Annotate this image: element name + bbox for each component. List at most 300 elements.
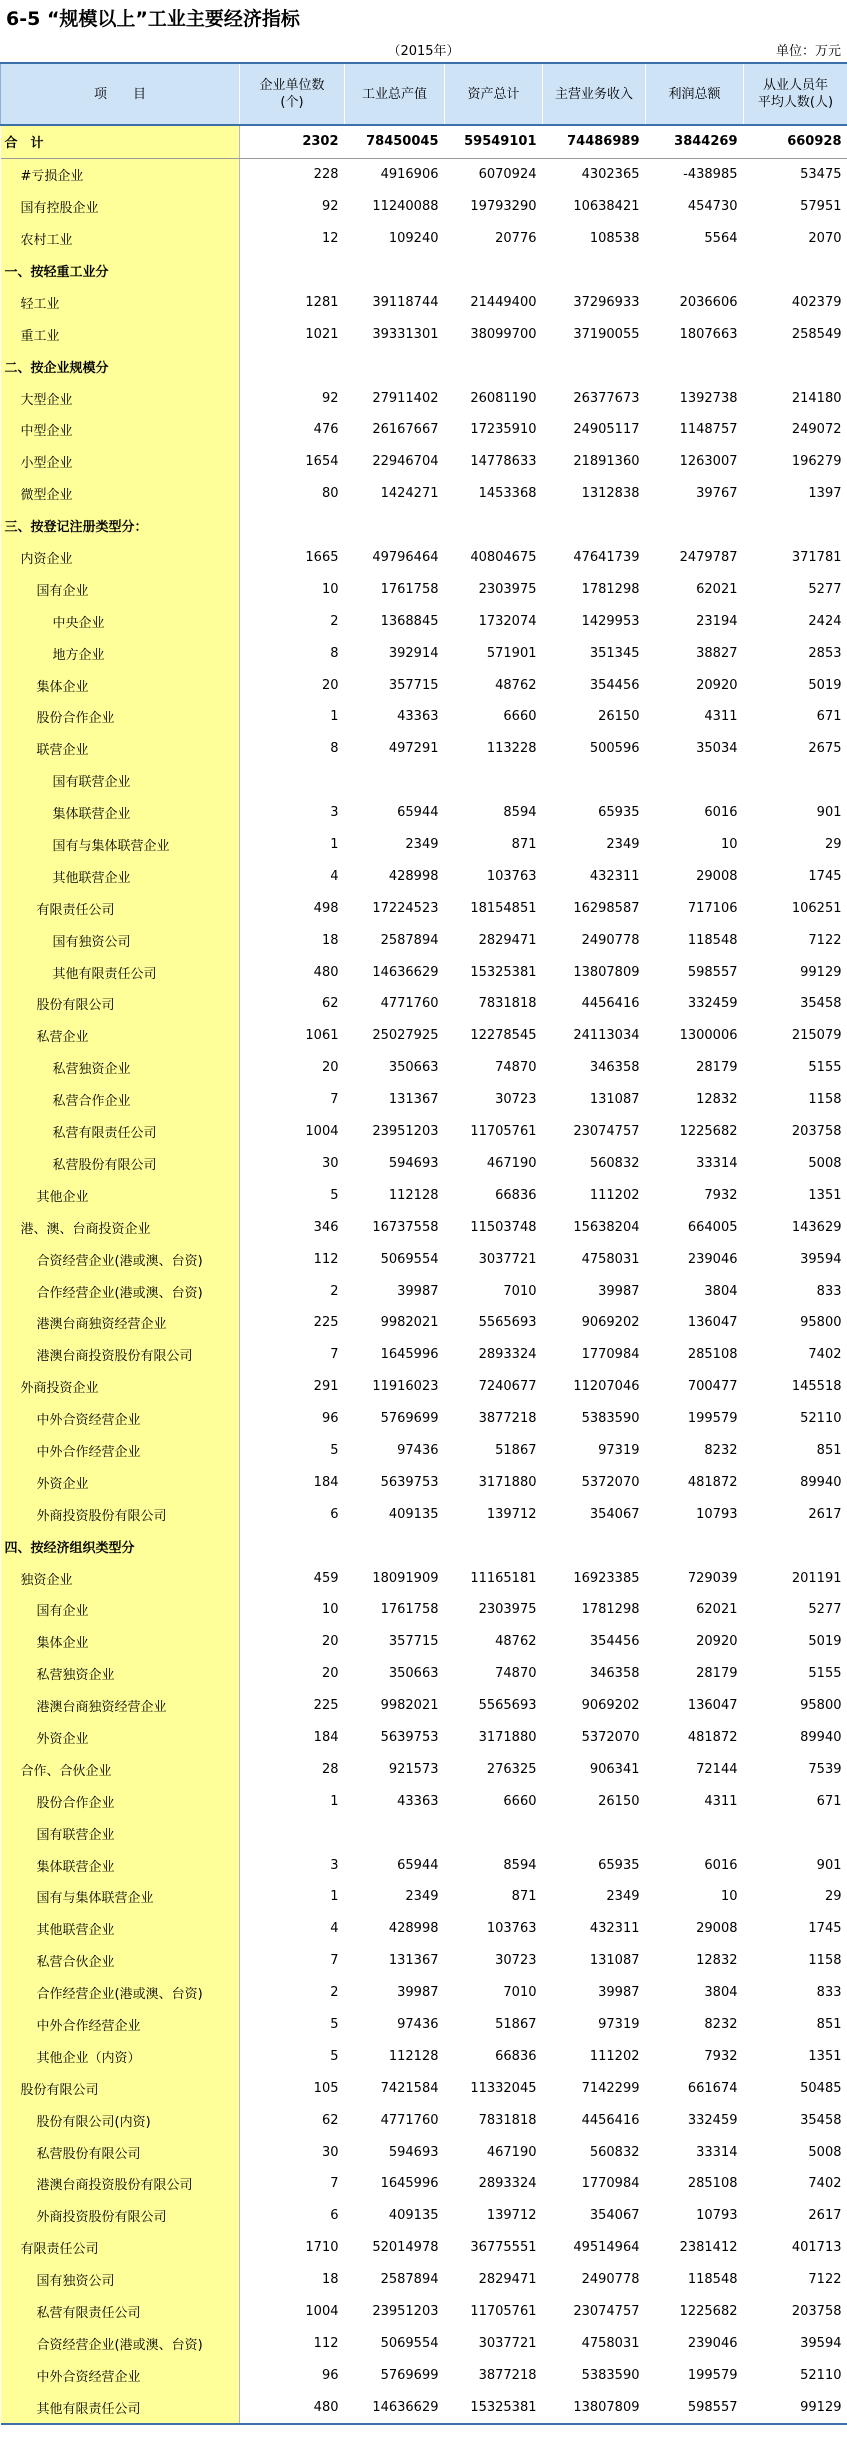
total-assets-cell bbox=[445, 765, 543, 797]
total-profit-cell: 12832 bbox=[696, 1953, 738, 1969]
gross-output-cell: 11916023 bbox=[372, 1379, 439, 1395]
row-label: 港澳台商投资股份有限公司 bbox=[1, 1339, 240, 1371]
total-assets-cell: 7010 bbox=[503, 1283, 537, 1299]
row-label: 中型企业 bbox=[1, 414, 240, 446]
avg-employees-cell: 901 bbox=[816, 1857, 842, 1873]
main-revenue-cell: 111202 bbox=[589, 1187, 640, 1203]
total-assets-cell: 26081190 bbox=[470, 390, 537, 406]
total-assets-cell: 467190 bbox=[486, 1155, 537, 1171]
row-label: 国有联营企业 bbox=[1, 765, 240, 797]
main-revenue-cell: 24905117 bbox=[573, 422, 640, 438]
row-label: 港澳台商投资股份有限公司 bbox=[1, 2168, 240, 2200]
gross-output-cell: 1645996 bbox=[380, 2176, 439, 2192]
enterprise-count-cell: 480 bbox=[313, 964, 339, 980]
total-assets-cell: 30723 bbox=[495, 1953, 537, 1969]
total-profit-cell: 332459 bbox=[687, 2112, 738, 2128]
gross-output-cell bbox=[345, 510, 445, 542]
enterprise-count-cell: 20 bbox=[321, 1666, 339, 1682]
row-label: 其他联营企业 bbox=[1, 860, 240, 892]
table-body bbox=[1, 125, 847, 2424]
total-assets-cell: 2829471 bbox=[478, 932, 537, 948]
avg-employees-cell: 99129 bbox=[800, 964, 842, 980]
enterprise-count-cell bbox=[240, 1530, 345, 1562]
total-assets-cell: 7831818 bbox=[478, 2112, 537, 2128]
table-row bbox=[1, 1849, 847, 1881]
main-revenue-cell: 1770984 bbox=[581, 2176, 640, 2192]
avg-employees-cell bbox=[744, 765, 847, 797]
enterprise-count-cell: 18 bbox=[321, 2272, 339, 2288]
total-assets-cell: 66836 bbox=[495, 2048, 537, 2064]
total-assets-cell: 2303975 bbox=[478, 1602, 537, 1618]
gross-output-cell: 4771760 bbox=[380, 2112, 439, 2128]
total-profit-cell: 239046 bbox=[687, 1251, 738, 1267]
gross-output-cell: 1761758 bbox=[380, 581, 439, 597]
enterprise-count-cell: 8 bbox=[330, 741, 339, 757]
main-revenue-cell: 2490778 bbox=[581, 932, 640, 948]
total-profit-cell: 118548 bbox=[687, 2272, 738, 2288]
total-profit-cell: 29008 bbox=[696, 1921, 738, 1937]
main-revenue-cell: 23074757 bbox=[573, 2304, 640, 2319]
avg-employees-cell: 99129 bbox=[744, 2391, 847, 2424]
total-profit-cell: 28179 bbox=[696, 1060, 738, 1076]
table-row bbox=[1, 542, 847, 574]
table-row bbox=[1, 2040, 847, 2072]
main-revenue-cell: 24113034 bbox=[573, 1028, 640, 1044]
total-assets-cell bbox=[445, 350, 543, 382]
total-profit-cell: 199579 bbox=[687, 2367, 738, 2383]
total-assets-cell: 74870 bbox=[495, 1666, 537, 1682]
main-revenue-cell: 23074757 bbox=[573, 1124, 640, 1140]
row-label: 合资经营企业(港或澳、台资) bbox=[1, 2327, 240, 2359]
row-label: 私营合作企业 bbox=[1, 1084, 240, 1116]
gross-output-cell: 5639753 bbox=[380, 1729, 439, 1745]
enterprise-count-cell: 2 bbox=[330, 1283, 339, 1299]
gross-output-cell: 2587894 bbox=[380, 932, 439, 948]
table-row bbox=[1, 1722, 847, 1754]
total-profit-cell: 2036606 bbox=[679, 294, 738, 310]
main-revenue-cell: 26150 bbox=[598, 709, 640, 725]
enterprise-count-cell: 62 bbox=[321, 996, 339, 1012]
gross-output-cell: 350663 bbox=[388, 1060, 439, 1076]
total-assets-cell: 11705761 bbox=[470, 1124, 537, 1140]
table-row bbox=[1, 223, 847, 255]
row-label: 外资企业 bbox=[1, 1722, 240, 1754]
row-label: 合作、合伙企业 bbox=[1, 1753, 240, 1785]
total-assets-cell: 59549101 bbox=[445, 125, 543, 158]
table-header-row bbox=[1, 63, 847, 125]
enterprise-count-cell: 1654 bbox=[305, 454, 339, 470]
total-profit-cell: 3804 bbox=[704, 1985, 738, 2001]
gross-output-cell: 2349 bbox=[405, 1889, 439, 1905]
main-revenue-cell: 16923385 bbox=[573, 1570, 640, 1586]
row-label: 内资企业 bbox=[1, 542, 240, 574]
table-row bbox=[1, 988, 847, 1020]
row-label: 私营有限责任公司 bbox=[1, 1116, 240, 1148]
avg-employees-cell: 5277 bbox=[808, 1602, 842, 1618]
total-profit-cell: 23194 bbox=[696, 613, 738, 629]
table-row bbox=[1, 1562, 847, 1594]
table-row bbox=[1, 2200, 847, 2232]
total-profit-cell: 4311 bbox=[704, 709, 738, 725]
enterprise-count-cell: 1665 bbox=[305, 550, 339, 566]
row-label: 私营股份有限公司 bbox=[1, 1148, 240, 1180]
main-revenue-cell: 354456 bbox=[589, 677, 640, 693]
total-profit-cell: 1148757 bbox=[679, 422, 738, 438]
main-revenue-cell: 351345 bbox=[589, 645, 640, 661]
avg-employees-cell: 2070 bbox=[808, 231, 842, 247]
table-row bbox=[1, 1658, 847, 1690]
row-label: 合作经营企业(港或澳、台资) bbox=[1, 1275, 240, 1307]
enterprise-count-cell: 5 bbox=[330, 2048, 339, 2064]
enterprise-count-cell: 476 bbox=[313, 422, 339, 438]
enterprise-count-cell: 12 bbox=[321, 231, 339, 247]
table-row bbox=[1, 2296, 847, 2328]
row-label: 中外合资经营企业 bbox=[1, 1403, 240, 1435]
avg-employees-cell: 5019 bbox=[808, 1634, 842, 1650]
total-profit-cell bbox=[646, 765, 744, 797]
avg-employees-cell: 5019 bbox=[808, 677, 842, 693]
row-label: 港澳台商独资经营企业 bbox=[1, 1690, 240, 1722]
main-revenue-cell: 346358 bbox=[589, 1060, 640, 1076]
enterprise-count-cell: 8 bbox=[330, 645, 339, 661]
enterprise-count-cell: 6 bbox=[330, 1506, 339, 1522]
table-row bbox=[1, 956, 847, 988]
table-row bbox=[1, 510, 847, 542]
row-label: 国有联营企业 bbox=[1, 1817, 240, 1849]
gross-output-cell: 594693 bbox=[388, 1155, 439, 1171]
indicator-table bbox=[0, 62, 847, 2425]
table-row bbox=[1, 1626, 847, 1658]
enterprise-count-cell: 1 bbox=[330, 837, 339, 853]
table-row bbox=[1, 1084, 847, 1116]
total-profit-cell: 6016 bbox=[704, 805, 738, 821]
main-revenue-cell: 9069202 bbox=[581, 1315, 640, 1331]
table-row bbox=[1, 1403, 847, 1435]
gross-output-cell: 17224523 bbox=[372, 900, 439, 916]
main-revenue-cell: 39987 bbox=[598, 1985, 640, 2001]
row-label: 中外合资经营企业 bbox=[1, 2359, 240, 2391]
total-profit-cell: 10 bbox=[720, 837, 738, 853]
avg-employees-cell bbox=[744, 255, 847, 287]
total-profit-cell: 35034 bbox=[696, 741, 738, 757]
row-label: 中外合作经营企业 bbox=[1, 1435, 240, 1467]
table-row bbox=[1, 1339, 847, 1371]
total-assets-cell: 11332045 bbox=[470, 2080, 537, 2096]
avg-employees-cell: 29 bbox=[824, 1889, 842, 1905]
avg-employees-cell: 89940 bbox=[800, 1729, 842, 1745]
row-label: 集体联营企业 bbox=[1, 797, 240, 829]
total-assets-cell: 74870 bbox=[495, 1060, 537, 1076]
enterprise-count-cell: 184 bbox=[313, 1474, 339, 1490]
enterprise-count-cell: 92 bbox=[321, 390, 339, 406]
table-row bbox=[1, 2168, 847, 2200]
avg-employees-cell: 2617 bbox=[808, 2208, 842, 2224]
gross-output-cell: 1424271 bbox=[380, 486, 439, 502]
total-profit-cell: 332459 bbox=[687, 996, 738, 1012]
table-row bbox=[1, 1275, 847, 1307]
total-profit-cell: 7932 bbox=[704, 2048, 738, 2064]
gross-output-cell: 52014978 bbox=[372, 2240, 439, 2256]
table-row bbox=[1, 2327, 847, 2359]
gross-output-cell: 97436 bbox=[397, 2016, 439, 2032]
avg-employees-cell: 196279 bbox=[791, 454, 842, 470]
avg-employees-cell: 5155 bbox=[808, 1666, 842, 1682]
total-assets-cell: 7010 bbox=[503, 1985, 537, 2001]
gross-output-cell: 97436 bbox=[397, 1442, 439, 1458]
table-row bbox=[1, 318, 847, 350]
avg-employees-cell: 1351 bbox=[808, 1187, 842, 1203]
avg-employees-cell: 106251 bbox=[791, 900, 842, 916]
avg-employees-cell: 1351 bbox=[808, 2048, 842, 2064]
table-row bbox=[1, 478, 847, 510]
total-profit-cell: 481872 bbox=[687, 1474, 738, 1490]
total-profit-cell: 239046 bbox=[687, 2335, 738, 2351]
avg-employees-cell: 2617 bbox=[808, 1506, 842, 1522]
enterprise-count-cell bbox=[240, 1817, 345, 1849]
main-revenue-cell: 13807809 bbox=[543, 2391, 646, 2424]
enterprise-count-cell: 96 bbox=[321, 2367, 339, 2383]
table-row bbox=[1, 1020, 847, 1052]
total-assets-cell: 5565693 bbox=[478, 1698, 537, 1714]
row-label: 农村工业 bbox=[1, 223, 240, 255]
table-row bbox=[1, 605, 847, 637]
gross-output-cell: 25027925 bbox=[372, 1028, 439, 1044]
total-profit-cell: 38827 bbox=[696, 645, 738, 661]
avg-employees-cell: 52110 bbox=[800, 1411, 842, 1427]
enterprise-count-cell: 184 bbox=[313, 1729, 339, 1745]
table-row bbox=[1, 2136, 847, 2168]
total-profit-cell: 1225682 bbox=[679, 1124, 738, 1140]
main-revenue-cell: 39987 bbox=[598, 1283, 640, 1299]
total-profit-cell: 717106 bbox=[687, 900, 738, 916]
gross-output-cell: 1645996 bbox=[380, 1347, 439, 1363]
main-revenue-cell: 354067 bbox=[589, 2208, 640, 2224]
row-label: 合作经营企业(港或澳、台资) bbox=[1, 1977, 240, 2009]
row-label: 国有企业 bbox=[1, 573, 240, 605]
row-label: 小型企业 bbox=[1, 446, 240, 478]
gross-output-cell: 39118744 bbox=[372, 294, 439, 310]
avg-employees-cell: 7122 bbox=[808, 932, 842, 948]
total-assets-cell: 14778633 bbox=[470, 454, 537, 470]
total-assets-cell: 6070924 bbox=[478, 167, 537, 183]
table-row bbox=[1, 1148, 847, 1180]
enterprise-count-cell: 291 bbox=[313, 1379, 339, 1395]
gross-output-cell: 26167667 bbox=[372, 422, 439, 438]
enterprise-count-cell: 18 bbox=[321, 932, 339, 948]
main-revenue-cell: 1312838 bbox=[581, 486, 640, 502]
row-label: 私营股份有限公司 bbox=[1, 2136, 240, 2168]
gross-output-cell: 39987 bbox=[397, 1283, 439, 1299]
table-row bbox=[1, 2264, 847, 2296]
total-profit-cell: 1225682 bbox=[679, 2304, 738, 2319]
enterprise-count-cell: 1061 bbox=[305, 1028, 339, 1044]
gross-output-cell: 14636629 bbox=[372, 964, 439, 980]
row-label: 股份有限公司 bbox=[1, 2072, 240, 2104]
main-revenue-cell: 5383590 bbox=[581, 2367, 640, 2383]
avg-employees-cell: 215079 bbox=[791, 1028, 842, 1044]
total-profit-cell: 729039 bbox=[687, 1570, 738, 1586]
total-profit-cell: 454730 bbox=[687, 199, 738, 215]
header-main-revenue: 主营业务收入 bbox=[543, 63, 646, 125]
avg-employees-cell: 50485 bbox=[800, 2080, 842, 2096]
avg-employees-cell: 52110 bbox=[800, 2367, 842, 2383]
main-revenue-cell: 2490778 bbox=[581, 2272, 640, 2288]
enterprise-count-cell: 20 bbox=[321, 677, 339, 693]
total-assets-cell: 113228 bbox=[486, 741, 537, 757]
avg-employees-cell: 35458 bbox=[800, 996, 842, 1012]
total-assets-cell: 11165181 bbox=[470, 1570, 537, 1586]
row-label: 其他有限责任公司 bbox=[1, 2391, 240, 2424]
enterprise-count-cell: 28 bbox=[321, 1761, 339, 1777]
main-revenue-cell bbox=[543, 350, 646, 382]
main-revenue-cell bbox=[543, 510, 646, 542]
table-row bbox=[1, 2009, 847, 2041]
total-assets-cell: 7831818 bbox=[478, 996, 537, 1012]
row-label: 三、按登记注册类型分： bbox=[1, 510, 240, 542]
gross-output-cell bbox=[345, 350, 445, 382]
row-label: 私营企业 bbox=[1, 1020, 240, 1052]
avg-employees-cell: 1397 bbox=[808, 486, 842, 502]
gross-output-cell: 112128 bbox=[388, 2048, 439, 2064]
total-profit-cell: 20920 bbox=[696, 1634, 738, 1650]
table-row bbox=[1, 1690, 847, 1722]
total-assets-cell: 276325 bbox=[486, 1761, 537, 1777]
main-revenue-cell: 1781298 bbox=[581, 1602, 640, 1618]
total-assets-cell: 1732074 bbox=[478, 613, 537, 629]
enterprise-count-cell: 2 bbox=[330, 1985, 339, 2001]
row-label: 一、按轻重工业分 bbox=[1, 255, 240, 287]
total-profit-cell: 10 bbox=[720, 1889, 738, 1905]
gross-output-cell: 131367 bbox=[388, 1953, 439, 1969]
total-assets-cell: 871 bbox=[511, 837, 537, 853]
total-assets-cell bbox=[445, 255, 543, 287]
table-row bbox=[1, 1243, 847, 1275]
row-label: 中外合作经营企业 bbox=[1, 2009, 240, 2041]
total-profit-cell: 62021 bbox=[696, 1602, 738, 1618]
row-label: 股份合作企业 bbox=[1, 701, 240, 733]
avg-employees-cell: 1158 bbox=[808, 1092, 842, 1108]
total-profit-cell: 29008 bbox=[696, 868, 738, 884]
gross-output-cell: 9982021 bbox=[380, 1315, 439, 1331]
main-revenue-cell: 5372070 bbox=[581, 1474, 640, 1490]
enterprise-count-cell: 1710 bbox=[305, 2240, 339, 2256]
gross-output-cell: 4916906 bbox=[380, 167, 439, 183]
total-profit-cell bbox=[646, 255, 744, 287]
total-profit-cell: 8232 bbox=[704, 2016, 738, 2032]
table-row bbox=[1, 924, 847, 956]
row-label: 四、按经济组织类型分 bbox=[1, 1530, 240, 1562]
avg-employees-cell: 401713 bbox=[791, 2240, 842, 2256]
row-label: 国有独资公司 bbox=[1, 2264, 240, 2296]
avg-employees-cell: 89940 bbox=[800, 1474, 842, 1490]
table-row bbox=[1, 414, 847, 446]
main-revenue-cell: 26377673 bbox=[573, 390, 640, 406]
total-assets-cell: 7240677 bbox=[478, 1379, 537, 1395]
avg-employees-cell: 901 bbox=[816, 805, 842, 821]
main-revenue-cell: 4302365 bbox=[581, 167, 640, 183]
enterprise-count-cell: 20 bbox=[321, 1634, 339, 1650]
gross-output-cell: 5069554 bbox=[380, 2335, 439, 2351]
row-label: 中央企业 bbox=[1, 605, 240, 637]
enterprise-count-cell: 4 bbox=[330, 1921, 339, 1937]
total-assets-cell: 15325381 bbox=[445, 2391, 543, 2424]
enterprise-count-cell: 62 bbox=[321, 2112, 339, 2128]
total-assets-cell: 103763 bbox=[486, 868, 537, 884]
enterprise-count-cell: 80 bbox=[321, 486, 339, 502]
total-profit-cell: 10793 bbox=[696, 2208, 738, 2224]
gross-output-cell: 4771760 bbox=[380, 996, 439, 1012]
total-assets-cell bbox=[445, 1817, 543, 1849]
main-revenue-cell: 1770984 bbox=[581, 1347, 640, 1363]
total-assets-cell: 36775551 bbox=[470, 2240, 537, 2256]
main-revenue-cell bbox=[543, 1530, 646, 1562]
table-row bbox=[1, 2072, 847, 2104]
gross-output-cell: 43363 bbox=[397, 709, 439, 725]
avg-employees-cell: 35458 bbox=[800, 2112, 842, 2128]
total-profit-cell: 5564 bbox=[704, 231, 738, 247]
enterprise-count-cell bbox=[240, 255, 345, 287]
table-row bbox=[1, 1211, 847, 1243]
header-total-assets: 资产总计 bbox=[445, 63, 543, 125]
table-row bbox=[1, 1466, 847, 1498]
table-row bbox=[1, 191, 847, 223]
avg-employees-cell: 53475 bbox=[800, 167, 842, 183]
page-title: 6-5 “规模以上”工业主要经济指标 bbox=[6, 8, 300, 30]
total-profit-cell: 6016 bbox=[704, 1857, 738, 1873]
avg-employees-cell: 671 bbox=[816, 1793, 842, 1809]
total-assets-cell: 15325381 bbox=[470, 964, 537, 980]
avg-employees-cell: 5277 bbox=[808, 581, 842, 597]
total-assets-cell: 2303975 bbox=[478, 581, 537, 597]
row-label: 外资企业 bbox=[1, 1466, 240, 1498]
row-label: 合资经营企业(港或澳、台资) bbox=[1, 1243, 240, 1275]
avg-employees-cell: 7122 bbox=[808, 2272, 842, 2288]
avg-employees-cell: 95800 bbox=[800, 1315, 842, 1331]
avg-employees-cell: 258549 bbox=[791, 326, 842, 342]
main-revenue-cell: 560832 bbox=[589, 2144, 640, 2160]
table-row bbox=[1, 1881, 847, 1913]
avg-employees-cell: 7539 bbox=[808, 1761, 842, 1777]
avg-employees-cell: 671 bbox=[816, 709, 842, 725]
total-profit-cell: 1263007 bbox=[679, 454, 738, 470]
main-revenue-cell: 500596 bbox=[589, 741, 640, 757]
table-row bbox=[1, 382, 847, 414]
main-revenue-cell: 11207046 bbox=[573, 1379, 640, 1395]
enterprise-count-cell bbox=[240, 350, 345, 382]
row-label: 其他有限责任公司 bbox=[1, 956, 240, 988]
avg-employees-cell: 1745 bbox=[808, 868, 842, 884]
table-row bbox=[1, 286, 847, 318]
total-assets-cell: 3171880 bbox=[478, 1729, 537, 1745]
total-profit-cell: -438985 bbox=[683, 167, 738, 183]
row-label: 私营独资企业 bbox=[1, 1658, 240, 1690]
main-revenue-cell: 4758031 bbox=[581, 1251, 640, 1267]
total-assets-cell bbox=[445, 510, 543, 542]
row-label: #亏损企业 bbox=[1, 158, 240, 190]
main-revenue-cell: 13807809 bbox=[573, 964, 640, 980]
row-label: 股份有限公司(内资) bbox=[1, 2104, 240, 2136]
gross-output-cell: 39331301 bbox=[372, 326, 439, 342]
table-row bbox=[1, 1498, 847, 1530]
table-row bbox=[1, 1753, 847, 1785]
avg-employees-cell: 39594 bbox=[800, 2335, 842, 2351]
row-label: 其他企业（内资） bbox=[1, 2040, 240, 2072]
gross-output-cell bbox=[345, 1817, 445, 1849]
avg-employees-cell: 203758 bbox=[791, 2304, 842, 2319]
main-revenue-cell: 4456416 bbox=[581, 996, 640, 1012]
total-profit-cell: 1300006 bbox=[679, 1028, 738, 1044]
table-row bbox=[1, 765, 847, 797]
